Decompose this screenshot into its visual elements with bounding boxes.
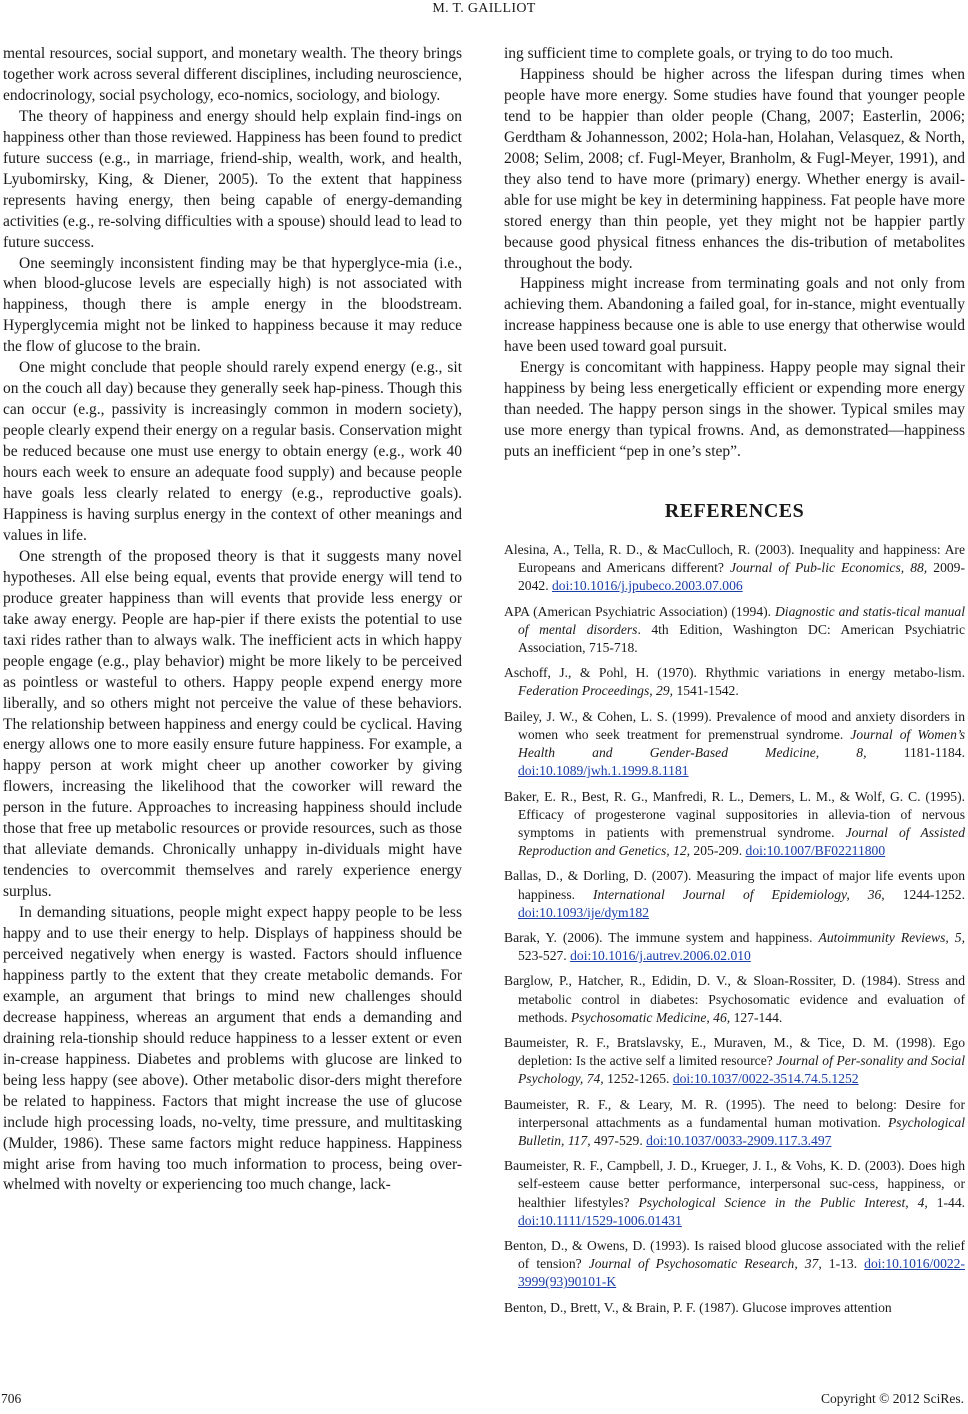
reference-entry [504,972,965,1027]
reference-pages: 523-527. [518,948,571,964]
reference-pages: 127-144. [730,1009,783,1025]
doi-link[interactable]: doi:10.1016/0022-3999(93)90101-K [518,1256,965,1290]
reference-entry [504,867,965,922]
reference-text: Alesina, A., Tella, R. D., & MacCulloch, R. (2003). Inequality and happiness: Are Europeans and Americans different? [504,542,965,576]
reference-pages: 1541-1542. [673,683,739,699]
reference-entry [504,603,965,658]
body-paragraph: In demanding situations, people might expect happy people to be less happy and to use their energy to help. Displays of happiness should be perceived negatively when energy is wasted. Factors should influence happiness partly to the extent that they create metabolic demands. For example, an argument that brings to mind new challenges should decrease happiness, whereas an argument that ends a demanding and draining rela-tionship should reduce happiness to a lesser extent or even in-crease happiness. Diabetes and problems with glucose are linked to being less happy (see above). Other metabolic disor-ders might therefore be related to happiness. Factors that might increase the use of glucose include high processing loads, no-velty, time pressure, and multitasking (Mulder, 1986). These same factors might reduce happiness. Happiness might arise from having too much information to process, being over-whelmed with novelty or experiencing too much change, lack- [3,904,462,1194]
reference-text: Baumeister, R. F., Bratslavsky, E., Muraven, M., & Tice, D. M. (1998). Ego depletion: Is the active self a limited resource? [504,1034,965,1069]
reference-text: Barglow, P., Hatcher, R., Edidin, D. V., & Sloan-Rossiter, D. (1984). Stress and metabolic control in diabetes: Psychosomatic evidence and evaluation of methods. [504,973,965,1025]
reference-entry [504,1299,965,1317]
reference-text: Baumeister, R. F., Campbell, J. D., Krueger, J. I., & Vohs, K. D. (2003). Does high self-esteem cause better performance, interpersonal suc-cess, happiness, or healthier lifestyles? [504,1158,965,1210]
reference-text: Baker, E. R., Best, R. G., Manfredi, R. L., Demers, L. M., & Wolf, G. C. (1995). Efficacy of progesterone vaginal suppositories in allevia-tion of nervous symptoms in patients with premenstrual syndrome. [504,788,965,840]
body-paragraph: mental resources, social support, and monetary wealth. The theory brings together work across several different disciplines, including neuroscience, endocrinology, social psychology, eco-nomics, sociology, and biology. [3,45,462,104]
reference-source: Psychological Science in the Public Interest, 4, [638,1194,928,1210]
reference-entry [504,788,965,861]
reference-pages: 2009-2042. [518,560,965,594]
body-paragraph: One seemingly inconsistent finding may be that hyperglyce-mia (i.e., when blood-glucose levels are especially high) is not associated with happiness, though there is ample energy in the bloodstream. Hyperglycemia might not be linked to happiness because it may reduce the flow of glucose to the brain. [3,254,462,356]
right-column [504,44,965,1324]
reference-entry [504,1096,965,1151]
reference-text: Baumeister, R. F., & Leary, M. R. (1995). The need to belong: Desire for interpersonal attachments as a fundamental human motivation. [504,1096,965,1130]
reference-list [504,541,965,1317]
reference-source: Journal of Assisted Reproduction and Genetics, 12, [518,824,965,859]
reference-entry [504,708,965,781]
reference-entry [504,929,965,965]
reference-pages: . 4th Edition, Washington DC: American Psychiatric Association, 715-718. [518,621,965,656]
reference-pages: 1-44. [927,1194,966,1210]
reference-pages: 205-209. [690,843,746,859]
reference-source: Diagnostic and statis-tical manual of mental disorders [518,603,966,637]
reference-entry [504,1157,965,1230]
reference-text: Bailey, J. W., & Cohen, L. S. (1999). Prevalence of mood and anxiety disorders in women who seek treatment for premenstrual syndrome. [504,708,965,742]
running-head: M. T. GAILLIOT [432,1,536,16]
doi-link[interactable]: doi:10.1111/1529-1006.01431 [518,1212,682,1228]
doi-link[interactable]: doi:10.1016/j.autrev.2006.02.010 [570,948,751,964]
page-number: 706 [1,1391,22,1406]
doi-link[interactable]: doi:10.1037/0033-2909.117.3.497 [646,1132,832,1148]
reference-text: Aschoff, J., & Pohl, H. (1970). Rhythmic variations in energy metabo-lism. [504,665,965,681]
reference-source: Psychological Bulletin, 117, [518,1114,965,1148]
reference-text: Ballas, D., & Dorling, D. (2007). Measuring the impact of major life events upon happiness. [504,868,965,902]
doi-link[interactable]: doi:10.1016/j.jpubeco.2003.07.006 [551,578,743,594]
reference-text: Barak, Y. (2006). The immune system and happiness. [504,929,819,945]
body-paragraph: One strength of the proposed theory is that it suggests many novel hypotheses. All else being equal, events that provide energy will tend to produce greater happiness than will events that provide less energy or take away energy. People are hap-pier if there exists the potential to use taxi rides rather than to always walk. The inefficient acts in which happy people engage (e.g., play behavior) might be more likely to be perceived as pointless or wasteful to others. Happy people expend energy more liberally, and so others might not perceive the value of these behaviors. The relationship between happiness and energy could be cyclical. Having energy allows one to more easily ensure future happiness. For example, a happy person at work might cheer up another coworker by giving flowers, increasing the likelihood that the coworker will reward the person in the future. Approaches to increasing happiness should include those that free up metabolic resources or provide resources, such as those that alleviate demands. Chronically unhappy in-dividuals might have tendencies to overcommit themselves and rarely experience energy surplus. [3,547,462,901]
reference-pages: 1-13. [821,1256,865,1272]
reference-entry [504,541,965,596]
doi-link[interactable]: doi:10.1037/0022-3514.74.5.1252 [672,1071,859,1087]
reference-text: Benton, D., & Owens, D. (1993). Is raised blood glucose associated with the relief of tension? [504,1237,965,1272]
reference-source: Autoimmunity Reviews, 5, [818,929,965,945]
reference-entry [504,1237,965,1292]
copyright-notice: Copyright © 2012 SciRes. [820,1391,964,1406]
reference-text: APA (American Psychiatric Association) (1994). [504,603,775,619]
reference-text: Benton, D., Brett, V., & Brain, P. F. (1987). Glucose improves attention [504,1299,892,1315]
reference-source: Journal of Women’s Health and Gender-Based Medicine, 8, [518,726,965,761]
body-paragraph: One might conclude that people should rarely expend energy (e.g., sit on the couch all day) because they generally seek hap-piness. Though this can occur (e.g., passivity is increasingly common in modern society), people clearly expend their energy on a regular basis. Conservation might be reduced because one must use energy to obtain energy (e.g., work 40 hours each week to ensure an adequate food supply) and because people have goals less clearly related to energy (e.g., reproductive goals). Happiness is having surplus energy in the context of other meanings and values in life. [3,359,462,544]
body-paragraph: Energy is concomitant with happiness. Happy people may signal their happiness by being less energetically efficient or expending more energy than needed. The happy person sings in the shower. Typical smiles may use more energy than typical frowns. And, as demonstrated—happiness puts an inefficient “pep in one’s step”. [504,359,965,461]
reference-source: International Journal of Epidemiology, 36, [593,886,885,902]
reference-entry [504,664,965,700]
reference-source: Journal of Per-sonality and Social Psychology, 74, [518,1053,965,1087]
doi-link[interactable]: doi:10.1093/ije/dym182 [518,904,650,920]
reference-pages: 497-529. [590,1132,647,1148]
doi-link[interactable]: doi:10.1007/BF02211800 [745,843,886,859]
body-paragraph: Happiness might increase from terminating goals and not only from achieving them. Abandoning a failed goal, for in-stance, might eventually increase happiness because one is able to use energy that otherwise would have been used toward goal pursuit. [504,275,965,356]
reference-source: Psychosomatic Medicine, 46, [570,1009,731,1025]
reference-source: Journal of Pub-lic Economics, 88, [730,560,928,576]
reference-source: Federation Proceedings, 29, [518,683,674,699]
left-column [3,44,462,1196]
reference-pages: 1252-1265. [603,1071,673,1087]
reference-source: Journal of Psychosomatic Research, 37, [588,1256,822,1272]
reference-entry [504,1034,965,1089]
body-paragraph: Happiness should be higher across the lifespan during times when people have more energy. Some studies have found that younger people tend to be happier than older people (Chang, 2007; Easterlin, 2006; Gerdtham & Johannesson, 2002; Hola-han, Holahan, Velasquez, & North, 2008; Selim, 2008; cf. Fugl-Meyer, Branholm, & Fugl-Meyer, 1991), and they also tend to have more (primary) energy. Whether energy is avail-able for use might be key in determining happiness. Fat people have more stored energy than thin people, yet they might not be happier partly because good physical fitness enhances the dis-tribution of metabolites throughout the body. [504,65,965,272]
references-heading: REFERENCES [664,500,805,523]
reference-pages: 1244-1252. [884,886,965,902]
body-paragraph: ing sufficient time to complete goals, or trying to do too much. [504,45,894,62]
body-paragraph: The theory of happiness and energy should help explain find-ings on happiness other than those reviewed. Happiness has been found to predict future success (e.g., in marriage, friend-ship, wealth, work, and health, Lyubomirsky, King, & Diener, 2005). To the extent that happiness represents having energy, then being capable of energy-demanding activities (e.g., re-solving difficulties with a spouse) should lead to lead to future success. [3,107,462,251]
doi-link[interactable]: doi:10.1089/jwh.1.1999.8.1181 [518,763,689,779]
reference-pages: 1181-1184. [866,745,965,761]
